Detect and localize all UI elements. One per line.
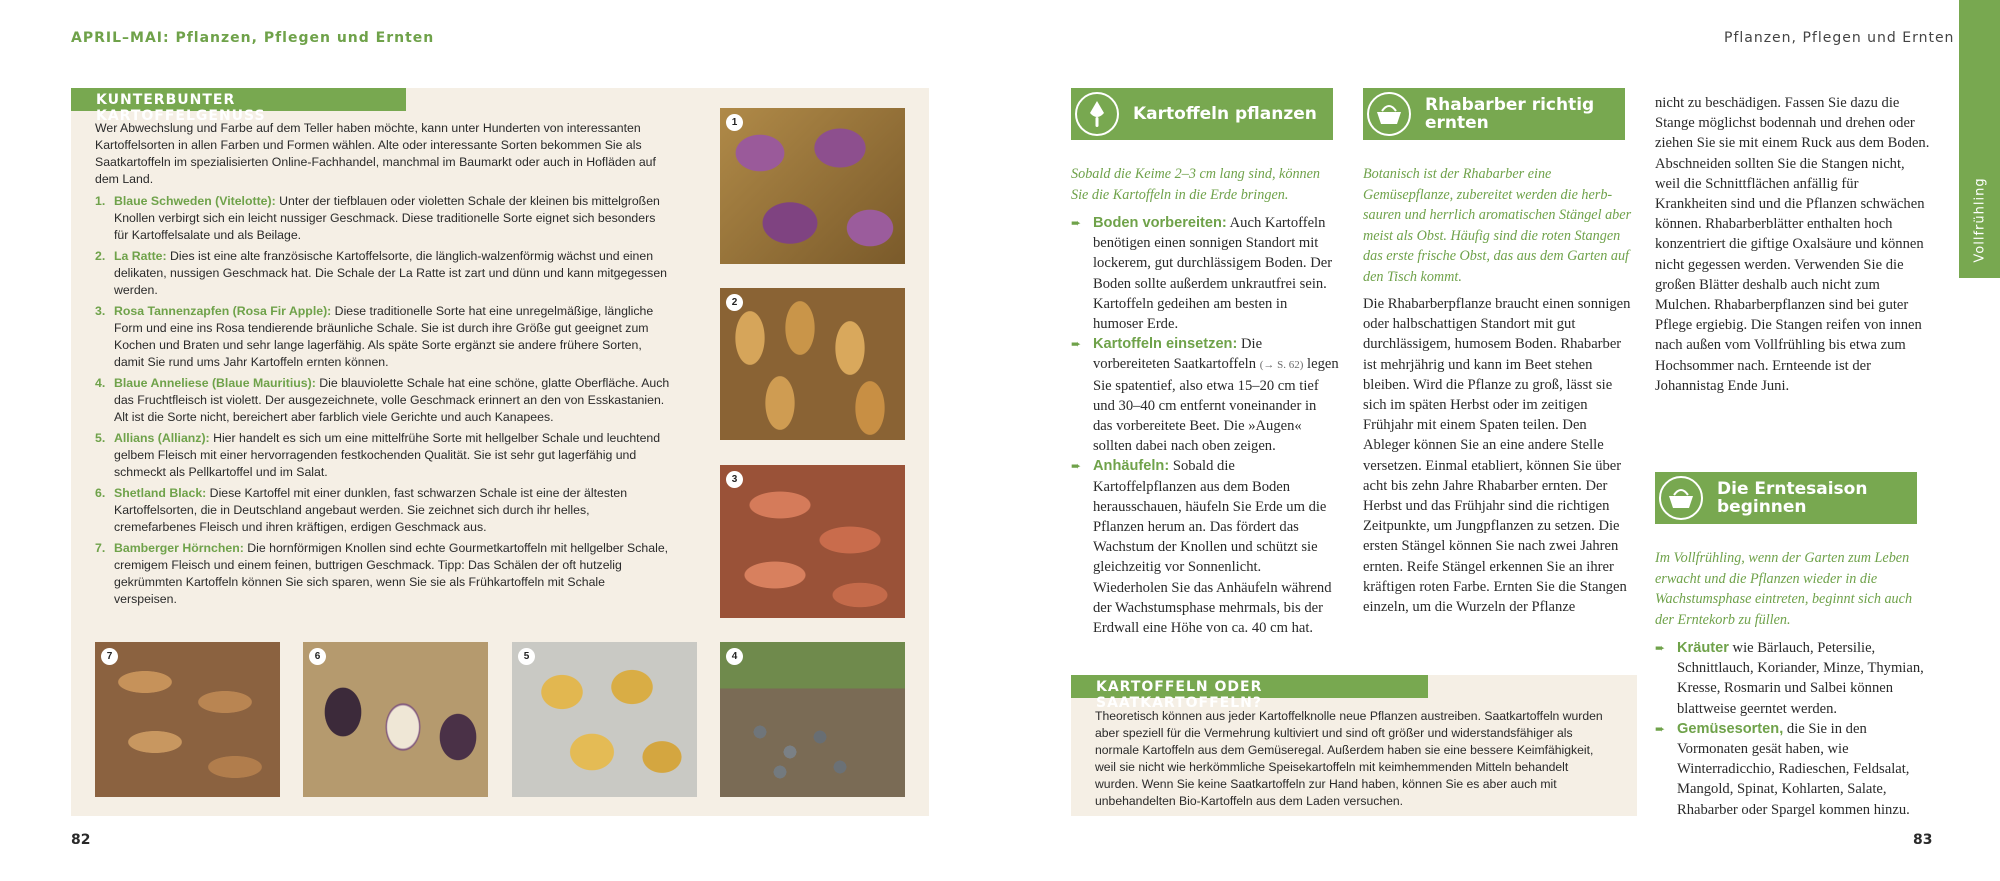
list-item: 6. Shetland Black: Diese Kartoffel mit einer dunklen, fast schwarzen Schale ist eine der ältesten Kartoffelsorten, die in Deutschland angebaut werden. Sie zeichnet sich durch ihr helles, cremefarbenes Fleisch und ihren kräftigen, erdigen Geschmack aus. (95, 486, 628, 534)
list-item: ➨ Boden vorbereiten: Auch Kartoffeln benötigen einen sonnigen Standort mit lockerem, gut durchlässigem Boden. Der Boden sollte außerdem unkrautfrei sein. Kartoffeln gedeihen am besten in humoser Erde. (1071, 215, 1333, 333)
left-page-number: 82 (71, 832, 91, 848)
basket-icon (1659, 476, 1703, 520)
kartoffeln-pflanzen-text (1071, 164, 1339, 638)
photo-number-badge: 2 (726, 294, 743, 311)
photo-number-badge: 3 (726, 471, 743, 488)
erntesaison-lead: Im Vollfrühling, wenn der Garten zum Leben erwacht und die Pflanzen wieder in die Wachstumsphase eintreten, beginnt sich auch der Erntekorb zu füllen. (1655, 550, 1913, 628)
list-item: 2. La Ratte: Dies ist eine alte französische Kartoffelsorte, die länglich-walzenförmig wächst und einen delikaten, nussigen Geschmack hat. Die Schale der La Ratte ist zart und dünn und kann mitgegessen werden. (95, 249, 668, 297)
photo-number-badge: 6 (309, 648, 326, 665)
rhabarber-body: Die Rhabarberpflanze braucht einen sonnigen oder halbschattigen Standort mit gut durchlässigem, humosem Boden. Rhabarber ist mehrjährig und kann im Beet stehen bleiben. Wird die Pflanze zu groß, lässt sie sich im späten Herbst oder im zeitigen Frühjahr mit einem Spaten teilen. Den Ableger können Sie an eine andere Stelle versetzen. Einmal etabliert, können Sie über acht bis zehn Jahre Rhabarber ernten. Der Herbst und das Frühjahr sind die richtigen Zeitpunkte, um Jungpflanzen zu setzen. Die ersten Stängel können Sie nach zwei Jahren ernten. Reife Stängel erkennen Sie an ihrer kräftigen roten Farbe. Ernten Sie die Stangen einzeln, um die Wurzeln der Pflanze (1363, 296, 1631, 616)
varieties-panel-title: KUNTERBUNTER KARTOFFELGENUSS (71, 88, 406, 111)
saatkartoffeln-text: Theoretisch können aus jeder Kartoffelknolle neue Pflanzen austreiben. Saatkartoffeln wurden aber speziell für die Vermehrung kultiviert und sind oft größer und widerstandsfähiger als normale Kartoffeln aus dem Gemüseregal. Außerdem haben sie eine bessere Keimfähigkeit, weil sie nicht wie herkömmliche Speisekartoffeln mit keimhemmenden Mitteln behandelt wurden. Wenn Sie keine Saatkartoffeln zur Hand haben, können Sie es aber auch mit unbehandelten Bio-Kartoffeln aus dem Laden versuchen. (1095, 709, 1603, 808)
kartoffeln-pflanzen-title-box (1071, 88, 1333, 140)
photo-rosa-tannenzapfen (720, 465, 905, 618)
rhabarber-lead: Botanisch ist der Rhabarber eine Gemüsepflanze, zubereitet werden die herb-sauren und herrlich aromatischen Stängel aber meist als Obst. Häufig sind die roten Stangen das erste frische Obst, das aus dem Garten auf den Tisch kommt. (1363, 166, 1632, 285)
photo-number-badge: 4 (726, 648, 743, 665)
photo-la-ratte (720, 288, 905, 440)
photo-blaue-anneliese (720, 642, 905, 797)
rhabarber-title: Rhabarber richtig ernten (1425, 95, 1595, 133)
list-item: 4. Blaue Anneliese (Blaue Mauritius): Die blauviolette Schale hat eine schöne, glatte Oberfläche. Auch das Fruchtfleisch ist violett. Der ausgezeichnete, volle Geschmack erinnert an den von Esskastanien. Alt ist die Sorte nicht, bereichert aber farblich viele Gerichte und auch Kanapees. (95, 376, 670, 424)
photo-shetland-black (303, 642, 488, 797)
photo-allians (512, 642, 697, 797)
photo-bamberger-hoernchen (95, 642, 280, 797)
rhabarber-body-continued: nicht zu beschädigen. Fassen Sie dazu die Stange möglichst bodennah und drehen oder ziehen Sie sie mit einem Ruck aus dem Boden. Abschneiden sollten Sie die Stangen nicht, weil die Schnittflächen anfällig für Krankheiten sind und die Pflanzen schwächen können. Rhabarberblätter enthalten hoch konzentriert die giftige Oxalsäure und können nicht gegessen werden. Verwenden Sie die großen Blätter deshalb auch nicht zum Mulchen. Rhabarberpflanzen sind bei guter Pflege ergiebig. Die Stangen reifen von innen nach außen vom Vollfrühling bis etwa zum Hochsommer nach. Ernteende ist der Johannistag Ende Juni. (1655, 95, 1930, 394)
basket-icon (1367, 92, 1411, 136)
varieties-intro: Wer Abwechslung und Farbe auf dem Teller haben möchte, kann unter Hunderten von interessanten Kartoffelsorten in allen Farben und Formen wählen. Alte oder interessante Sorten bekommen Sie als Saatkartoffeln im spezialisierten Online-Fachhandel, manchmal im Baumarkt oder auch in Hofläden auf dem Land. (95, 121, 656, 186)
variety-list (95, 193, 670, 612)
photo-number-badge: 1 (726, 114, 743, 131)
photo-blaue-schweden (720, 108, 905, 264)
kartoffeln-pflanzen-title: Kartoffeln pflanzen (1133, 104, 1317, 124)
left-running-header: APRIL–MAI: Pflanzen, Pflegen und Ernten (71, 30, 435, 46)
photo-number-badge: 5 (518, 648, 535, 665)
rhabarber-title-box (1363, 88, 1625, 140)
rhabarber-text (1363, 164, 1635, 617)
list-item: ➨ Anhäufeln: Sobald die Kartoffelpflanzen aus dem Boden herausschauen, häufeln Sie Erde um die Pflanzen herum an. Das fördert das Wachstum der Knollen und schützt sie gleichzeitig vor Sonnenlicht. Wiederholen Sie das Anhäufeln während der Wachstumsphase mehrmals, bis der Erdwall eine Höhe von ca. 40 cm hat. (1071, 458, 1332, 637)
right-running-header: Pflanzen, Pflegen und Ernten (1724, 30, 1955, 46)
saatkartoffeln-title: KARTOFFELN ODER SAATKARTOFFELN? (1071, 675, 1428, 698)
list-item: 5. Allians (Allianz): Hier handelt es sich um eine mittelfrühe Sorte mit hellgelber Schale und leuchtend gelbem Fleisch mit einer hervorragenden festkochenden Qualität. Sie ist sehr gut lagerfähig und schmeckt als Pellkartoffel und im Salat. (95, 431, 661, 479)
list-item: 7. Bamberger Hörnchen: Die hornförmigen Knollen sind echte Gourmetkartoffeln mit hellgelber Schale, cremigem Fleisch und einem feinen, buttrigen Geschmack. Tipp: Das Schälen der oft hutzelig gekrümmten Kartoffeln können Sie sich sparen, wenn Sie sie als Frühkartoffeln mit Schale verspeisen. (95, 541, 669, 606)
chapter-side-tab (1959, 0, 2000, 278)
erntesaison-title: Die Erntesaison beginnen (1717, 479, 1868, 517)
list-item: ➨ Gemüsesorten, die Sie in den Vormonaten gesät haben, wie Winterradicchio, Radieschen, Feldsalat, Mangold, Spinat, Kohlarten, Salate, Rhabarber oder Spargel kommen hinzu. (1655, 720, 1910, 818)
list-item: ➨ Kräuter wie Bärlauch, Petersilie, Schnittlauch, Koriander, Minze, Thymian, Kresse, Rosmarin und Salbei können blattweise geerntet werden. (1655, 640, 1924, 717)
kartoffeln-pflanzen-lead: Sobald die Keime 2–3 cm lang sind, können Sie die Kartoffeln in die Erde bringen. (1071, 166, 1321, 203)
list-item: ➨ Kartoffeln einsetzen: Die vorbereiteten Saatkartoffeln (→ S. 62) legen Sie spatentief, also etwa 15–20 cm tief und 30–40 cm entfernt voneinander in das vorbereitete Beet. Die »Augen« sollten dabei nach oben zeigen. (1071, 336, 1339, 455)
erntesaison-title-box (1655, 472, 1917, 524)
photo-number-badge: 7 (101, 648, 118, 665)
list-item: 1. Blaue Schweden (Vitelotte): Unter der tiefblauen oder violetten Schale der kleinen bis mittelgroßen Knollen verbirgt sich ein leicht nussiger Geschmack. Diese traditionelle Sorte eignet sich besonders für Kartoffelsalate und als Beilage. (95, 194, 660, 242)
rhabarber-continued (1655, 93, 1930, 396)
list-item: 3. Rosa Tannenzapfen (Rosa Fir Apple): Diese traditionelle Sorte hat eine unregelmäßige, längliche Form und eine ins Rosa tendierende bräunliche Schale. Sie ist durch ihre Größe gut geeignet zum Kochen und Braten und sehr lange lagerfähig. Als späte Sorte ergänzt sie andere frühere Sorten, damit Sie rund ums Jahr Kartoffeln ernten können. (95, 304, 654, 369)
trowel-icon (1075, 92, 1119, 136)
chapter-side-tab-label: Vollfrühling (1972, 177, 1987, 263)
right-page-number: 83 (1913, 832, 1933, 848)
erntesaison-text (1655, 548, 1930, 820)
